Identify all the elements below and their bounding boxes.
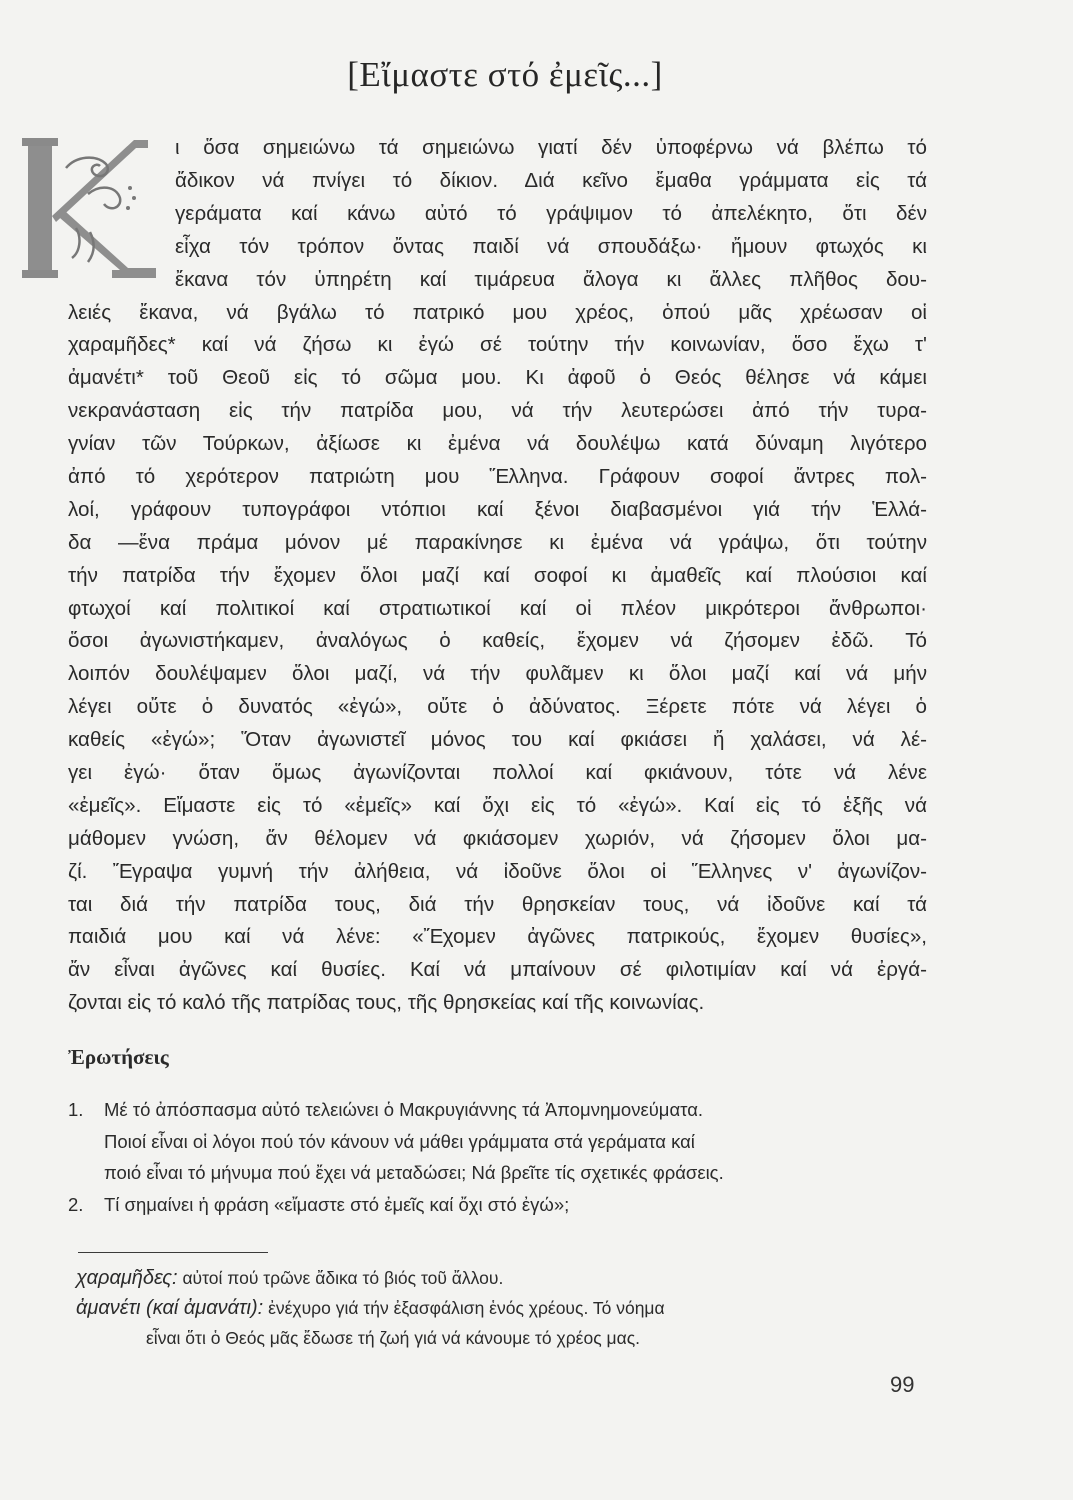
question-line: Μέ τό ἀπόσπασμα αὐτό τελειώνει ὁ Μακρυγιάννης τά Ἀπομνημονεύματα.	[104, 1099, 704, 1120]
text-line: λέγει οὔτε ὁ δυνατός «ἐγώ», οὔτε ὁ ἀδύνατος. Ξέρετε πότε νά λέγει ὁ	[68, 695, 927, 719]
text-line: ι ὅσα σημειώνω τά σημειώνω γιατί δέν ὑποφέρνω νά βλέπω τό	[175, 136, 927, 159]
text-line: λοιπόν δουλέψαμεν ὅλοι μαζί, νά τήν φυλᾶμεν κι ὅλοι μαζί καί νά μήν	[68, 662, 927, 686]
footnote-text: ἐνέχυρο γιά τήν ἐξασφάλιση ἑνός χρέους. Τό νόημα	[268, 1298, 665, 1318]
questions-list	[68, 1094, 930, 1220]
text-line: παιδιά μου καί νά λένε: «Ἔχομεν ἀγῶνες πατρικούς, ἔχομεν θυσίες»,	[68, 925, 927, 949]
page-title: [Εἴμαστε στό ἐμεῖς...]	[347, 55, 663, 94]
text-line: ζονται εἰς τό καλό τῆς πατρίδας τους, τῆς θρησκείας καί τῆς κοινωνίας.	[68, 991, 705, 1015]
footnote-term: ἀμανέτι (καί ἀμανάτι):	[76, 1297, 264, 1319]
drop-cap-letter	[16, 128, 17, 129]
text-line: ζί. Ἔγραψα γυμνή τήν ἀλήθεια, νά ἰδοῦνε ὅλοι οἱ Ἕλληνες ν' ἀγωνίζον-	[68, 859, 927, 883]
drop-cap	[16, 128, 166, 288]
text-line: εἶχα τόν τρόπον ὄντας παιδί νά σπουδάξω· ἤμουν φτωχός κι	[175, 234, 927, 258]
body-paragraph	[68, 297, 927, 1021]
text-line: νεκρανάσταση εἰς τήν πατρίδα μου, νά τήν λευτερώσει ἀπό τήν τυρα-	[68, 399, 927, 423]
question-number: 2.	[68, 1193, 84, 1215]
questions-heading: Ἐρωτήσεις	[68, 1045, 169, 1069]
footnote-item	[76, 1263, 936, 1293]
question-line: ποιό εἶναι τό μήνυμα πού ἔχει νά μεταδώσει; Νά βρεῖτε τίς σχετικές φράσεις.	[104, 1162, 724, 1183]
text-line: «ἐμεῖς». Εἴμαστε εἰς τό «ἐμεῖς» καί ὄχι εἰς τό «ἐγώ». Καί εἰς τό ἑξῆς νά	[68, 793, 927, 817]
text-line: καθείς «ἐγώ»; Ὅταν ἀγωνιστεῖ μόνος του καί φκιάσει ἤ χαλάσει, νά λέ-	[68, 728, 927, 752]
text-line: λοί, γράφουν τυπογράφοι ντόπιοι καί ξένοι διαβασμένοι γιά τήν Ἑλλά-	[68, 497, 927, 521]
text-line: γνίαν τῶν Τούρκων, ἀξίωσε κι ἐμένα νά δουλέψω κατά δύναμη λιγότερο	[68, 432, 927, 456]
question-line: Τί σημαίνει ἡ φράση «εἴμαστε στό ἐμεῖς καί ὄχι στό ἐγώ»;	[104, 1193, 570, 1215]
text-line: χαραμῆδες* καί νά ζήσω κι ἐγώ σέ τούτην τήν κοινωνίαν, ὅσο ἔχω τ'	[68, 333, 927, 357]
question-line: Ποιοί εἶναι οἱ λόγοι πού τόν κάνουν νά μάθει γράμματα στά γεράματα καί	[104, 1130, 695, 1152]
text-line: τήν πατρίδα τήν ἔχομεν ὅλοι μαζί καί σοφοί κι ἀμαθεῖς καί πλούσιοι καί	[68, 563, 927, 587]
footnote-text: αὐτοί πού τρῶνε ἄδικα τό βιός τοῦ ἄλλου.	[182, 1268, 504, 1288]
question-number: 1.	[68, 1099, 84, 1120]
footnote-item	[76, 1293, 936, 1323]
text-line: ἀμανέτι* τοῦ Θεοῦ εἰς τό σῶμα μου. Κι ἀφοῦ ὁ Θεός θέλησε νά κάμει	[68, 366, 927, 390]
footnotes	[76, 1263, 936, 1353]
ornamental-initial-k-icon	[16, 128, 166, 288]
page-number: 99	[890, 1372, 915, 1397]
text-line: λειές ἔκανα, νά βγάλω τό πατρικό μου χρέος, ὁπού μᾶς χρέωσαν οἱ	[68, 300, 927, 324]
footnote-continuation: εἶναι ὅτι ὁ Θεός μᾶς ἔδωσε τή ζωή γιά νά κάνουμε τό χρέος μας.	[146, 1328, 640, 1348]
text-line: ἀπό τό χερότερον πατριώτη μου Ἕλληνα. Γράφουν σοφοί ἄντρες πολ-	[68, 464, 927, 488]
text-line: ὅσοι ἀγωνιστήκαμεν, ἀναλόγως ὁ καθείς, ἔχομεν νά ζήσομεν ἐδῶ. Τό	[68, 629, 927, 653]
text-line: γεράματα καί κάνω αὐτό τό γράψιμον τό ἀπελέκητο, ὅτι δέν	[175, 201, 927, 225]
question-item	[68, 1094, 930, 1189]
text-line: ται διά τήν πατρίδα τους, διά τήν θρησκείαν τους, νά ἰδοῦνε καί τά	[68, 892, 927, 916]
footnote-divider	[78, 1252, 268, 1253]
text-line: ἄδικον νά πνίγει τό δίκιον. Διά κεῖνο ἔμαθα γράμματα εἰς τά	[175, 168, 927, 192]
footnote-term: χαραμῆδες:	[76, 1267, 178, 1289]
text-line: ἄν εἶναι ἀγῶνες καί θυσίες. Καί νά μπαίνουν σέ φιλοτιμίαν καί νά ἐργά-	[68, 958, 927, 982]
drop-cap-paragraph	[175, 132, 927, 296]
question-item	[68, 1189, 930, 1221]
text-line: ἔκανα τόν ὑπηρέτη καί τιμάρευα ἄλογα κι ἄλλες πλῆθος δου-	[175, 267, 927, 291]
text-line: μάθομεν γνώση, ἄν θέλομεν νά φκιάσομεν χωριόν, νά ζήσομεν ὅλοι μα-	[68, 826, 927, 850]
text-line: γει ἐγώ· ὅταν ὅμως ἀγωνίζονται πολλοί καί φκιάνουν, τότε νά λένε	[68, 760, 927, 784]
text-line: φτωχοί καί πολιτικοί καί στρατιωτικοί καί οἱ πλέον μικρότεροι ἄνθρωποι·	[68, 596, 927, 620]
text-line: δα —ἕνα πράμα μόνον μέ παρακίνησε κι ἐμένα νά γράψω, ὅτι τούτην	[68, 530, 927, 554]
